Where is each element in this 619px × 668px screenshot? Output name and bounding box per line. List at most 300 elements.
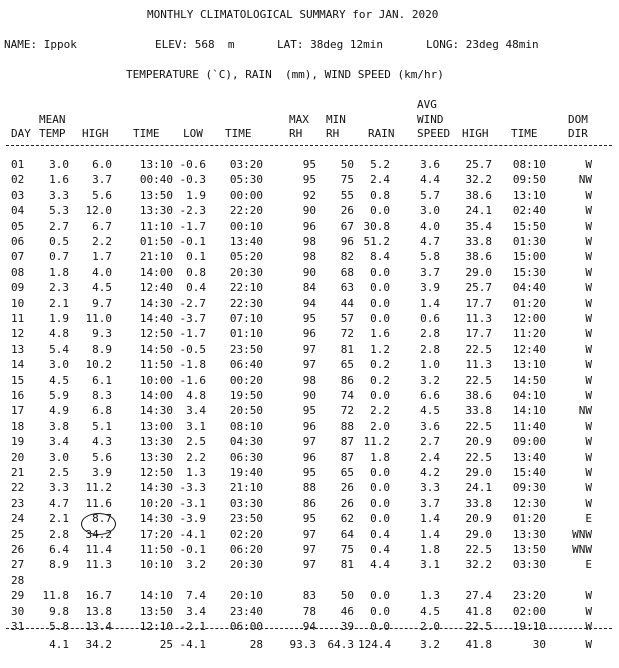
cell-high-time: 00:40 <box>139 173 173 186</box>
header-dom: DOM <box>568 113 588 126</box>
cell-low-time: 02:20 <box>229 528 263 541</box>
cell-high: 6.7 <box>92 220 112 233</box>
cell-low-time: 08:10 <box>229 420 263 433</box>
cell-dom-dir: W <box>585 420 592 433</box>
cell-wind-time: 13:50 <box>512 543 546 556</box>
cell-low-time: 20:50 <box>229 404 263 417</box>
cell-dom-dir: E <box>585 558 592 571</box>
cell-low: -1.7 <box>179 327 206 340</box>
cell-wind-high: 27.4 <box>465 589 492 602</box>
cell-max-rh: 90 <box>302 266 316 279</box>
cell-rain: 0.0 <box>370 589 390 602</box>
cell-high-time: 11:50 <box>139 543 173 556</box>
column-header-wind-time: TIME <box>511 127 538 140</box>
cell-low-time: 21:10 <box>229 481 263 494</box>
cell-min-rh: 67 <box>340 220 354 233</box>
cell-high-time: 17:20 <box>139 528 173 541</box>
cell-low-time: 05:20 <box>229 250 263 263</box>
cell-wind-time: 13:10 <box>512 189 546 202</box>
cell-day: 07 <box>11 250 25 263</box>
cell-dom-dir: W <box>585 312 592 325</box>
cell-min-rh: 65 <box>340 466 354 479</box>
cell-wind-time: 02:40 <box>512 204 546 217</box>
cell-low: 1.9 <box>186 189 206 202</box>
cell-high-time: 13:30 <box>139 451 173 464</box>
cell-day: 14 <box>11 358 25 371</box>
cell-high-time: 14:30 <box>139 512 173 525</box>
cell-low: -2.3 <box>179 204 206 217</box>
cell-dom-dir: W <box>585 389 592 402</box>
cell-avg-wind: 4.7 <box>420 235 440 248</box>
cell-max-rh: 98 <box>302 250 316 263</box>
cell-min-rh: 86 <box>340 374 354 387</box>
cell-high: 8.7 <box>92 512 112 525</box>
cell-high-time: 11:10 <box>139 220 173 233</box>
cell-avg-wind: 2.7 <box>420 435 440 448</box>
cell-day: 23 <box>11 497 25 510</box>
cell-high: 10.2 <box>85 358 112 371</box>
cell-rain: 1.6 <box>370 327 390 340</box>
cell-low: 4.8 <box>186 389 206 402</box>
cell-wind-high: 33.8 <box>465 497 492 510</box>
cell-dom-dir: NW <box>578 173 592 186</box>
cell-avg-wind: 2.8 <box>420 327 440 340</box>
cell-high: 13.8 <box>85 605 112 618</box>
cell-low: 0.8 <box>186 266 206 279</box>
cell-day: 02 <box>11 173 25 186</box>
header-min: MIN <box>326 113 346 126</box>
cell-rain: 0.4 <box>370 528 390 541</box>
cell-low: 3.4 <box>186 404 206 417</box>
cell-high-time: 12:50 <box>139 327 173 340</box>
cell-high: 1.7 <box>92 250 112 263</box>
cell-rain: 8.4 <box>370 250 390 263</box>
column-header-mean-temp: TEMP <box>39 127 66 140</box>
cell-min-rh: 44 <box>340 297 354 310</box>
cell-low: -4.1 <box>179 528 206 541</box>
cell-max-rh: 97 <box>302 358 316 371</box>
cell-min-rh: 72 <box>340 327 354 340</box>
header-mean: MEAN <box>39 113 66 126</box>
cell-rain: 0.0 <box>370 620 390 633</box>
cell-low: -1.6 <box>179 374 206 387</box>
cell-wind-high: 22.5 <box>465 451 492 464</box>
cell-high-time: 13:30 <box>139 435 173 448</box>
cell-rain: 0.0 <box>370 605 390 618</box>
cell-rain: 0.0 <box>370 281 390 294</box>
cell-wind-high: 25.7 <box>465 281 492 294</box>
cell-day: 08 <box>11 266 25 279</box>
units-line: TEMPERATURE (`C), RAIN (mm), WIND SPEED (km/hr) <box>126 68 444 81</box>
cell-wind-high: 35.4 <box>465 220 492 233</box>
cell-high: 5.1 <box>92 420 112 433</box>
cell-max-rh: 84 <box>302 281 316 294</box>
cell-mean-temp: 1.9 <box>49 312 69 325</box>
cell-mean-temp: 0.7 <box>49 250 69 263</box>
cell-max-rh: 90 <box>302 204 316 217</box>
cell-max-rh: 98 <box>302 374 316 387</box>
cell-day: 31 <box>11 620 25 633</box>
cell-low: -0.1 <box>179 543 206 556</box>
max-high-circle-annotation <box>81 513 116 535</box>
cell-day: 10 <box>11 297 25 310</box>
cell-low: 3.2 <box>186 558 206 571</box>
header-max: MAX <box>289 113 309 126</box>
cell-low-time: 00:20 <box>229 374 263 387</box>
cell-dom-dir: W <box>585 605 592 618</box>
cell-mean-temp: 5.8 <box>49 620 69 633</box>
cell-high-time: 14:30 <box>139 297 173 310</box>
cell-low-time: 19:50 <box>229 389 263 402</box>
column-header-day: DAY <box>11 127 31 140</box>
cell-avg-wind: 6.6 <box>420 389 440 402</box>
summary-dom-dir: W <box>585 638 592 651</box>
cell-low: -0.6 <box>179 158 206 171</box>
cell-rain: 0.0 <box>370 512 390 525</box>
cell-rain: 2.4 <box>370 173 390 186</box>
cell-max-rh: 96 <box>302 327 316 340</box>
cell-wind-high: 22.5 <box>465 543 492 556</box>
station-latitude: LAT: 38deg 12min <box>277 38 383 51</box>
cell-min-rh: 64 <box>340 528 354 541</box>
cell-wind-time: 09:30 <box>512 481 546 494</box>
cell-avg-wind: 1.0 <box>420 358 440 371</box>
column-header-high: HIGH <box>82 127 109 140</box>
cell-max-rh: 96 <box>302 451 316 464</box>
summary-max-rh: 93.3 <box>289 638 316 651</box>
cell-wind-time: 23:20 <box>512 589 546 602</box>
cell-wind-time: 15:30 <box>512 266 546 279</box>
cell-rain: 30.8 <box>363 220 390 233</box>
cell-max-rh: 96 <box>302 220 316 233</box>
cell-mean-temp: 5.4 <box>49 343 69 356</box>
cell-low: 2.2 <box>186 451 206 464</box>
cell-mean-temp: 4.8 <box>49 327 69 340</box>
cell-dom-dir: W <box>585 481 592 494</box>
cell-mean-temp: 8.9 <box>49 558 69 571</box>
cell-max-rh: 94 <box>302 297 316 310</box>
cell-high-time: 12:10 <box>139 620 173 633</box>
cell-low: -2.1 <box>179 620 206 633</box>
cell-high: 5.6 <box>92 451 112 464</box>
cell-wind-time: 14:10 <box>512 404 546 417</box>
cell-avg-wind: 3.7 <box>420 266 440 279</box>
cell-mean-temp: 5.3 <box>49 204 69 217</box>
summary-high: 34.2 <box>85 638 112 651</box>
summary-divider <box>6 628 612 629</box>
cell-high-time: 13:50 <box>139 189 173 202</box>
cell-low-time: 23:50 <box>229 512 263 525</box>
cell-max-rh: 97 <box>302 543 316 556</box>
cell-avg-wind: 3.6 <box>420 420 440 433</box>
cell-high-time: 13:00 <box>139 420 173 433</box>
cell-low-time: 03:20 <box>229 158 263 171</box>
cell-min-rh: 75 <box>340 543 354 556</box>
cell-wind-high: 29.0 <box>465 466 492 479</box>
cell-min-rh: 55 <box>340 189 354 202</box>
cell-rain: 0.0 <box>370 466 390 479</box>
cell-min-rh: 75 <box>340 173 354 186</box>
cell-mean-temp: 3.0 <box>49 358 69 371</box>
cell-wind-time: 14:50 <box>512 374 546 387</box>
cell-dom-dir: W <box>585 158 592 171</box>
cell-avg-wind: 1.4 <box>420 297 440 310</box>
header-wind: WIND <box>417 113 444 126</box>
cell-rain: 0.4 <box>370 543 390 556</box>
cell-low-time: 13:40 <box>229 235 263 248</box>
summary-low: -4.1 <box>179 638 206 651</box>
cell-max-rh: 95 <box>302 158 316 171</box>
cell-wind-time: 01:20 <box>512 512 546 525</box>
cell-wind-time: 08:10 <box>512 158 546 171</box>
cell-low-time: 23:50 <box>229 343 263 356</box>
cell-wind-high: 22.5 <box>465 374 492 387</box>
cell-high-time: 13:30 <box>139 204 173 217</box>
cell-low: -3.3 <box>179 481 206 494</box>
cell-low: 0.4 <box>186 281 206 294</box>
cell-dom-dir: W <box>585 189 592 202</box>
cell-max-rh: 95 <box>302 173 316 186</box>
cell-mean-temp: 9.8 <box>49 605 69 618</box>
cell-high: 4.5 <box>92 281 112 294</box>
column-header-dom-dir: DIR <box>568 127 588 140</box>
cell-wind-time: 13:40 <box>512 451 546 464</box>
cell-low: -1.7 <box>179 220 206 233</box>
summary-rain: 124.4 <box>358 638 392 651</box>
summary-min-rh: 64.3 <box>327 638 354 651</box>
cell-wind-high: 33.8 <box>465 404 492 417</box>
station-name: NAME: Ippok <box>4 38 77 51</box>
cell-low: -0.1 <box>179 235 206 248</box>
cell-dom-dir: W <box>585 466 592 479</box>
cell-wind-time: 11:20 <box>512 327 546 340</box>
station-elevation: ELEV: 568 m <box>155 38 235 51</box>
cell-avg-wind: 2.0 <box>420 620 440 633</box>
cell-avg-wind: 1.4 <box>420 528 440 541</box>
cell-max-rh: 78 <box>302 605 316 618</box>
cell-day: 26 <box>11 543 25 556</box>
cell-rain: 5.2 <box>370 158 390 171</box>
header-avg: AVG <box>417 98 437 111</box>
cell-high-time: 14:30 <box>139 481 173 494</box>
cell-high: 6.8 <box>92 404 112 417</box>
cell-min-rh: 82 <box>340 250 354 263</box>
cell-low-time: 22:20 <box>229 204 263 217</box>
cell-dom-dir: W <box>585 266 592 279</box>
cell-rain: 1.8 <box>370 451 390 464</box>
cell-high: 8.3 <box>92 389 112 402</box>
cell-min-rh: 81 <box>340 343 354 356</box>
cell-min-rh: 46 <box>340 605 354 618</box>
cell-dom-dir: W <box>585 497 592 510</box>
cell-dom-dir: E <box>585 512 592 525</box>
cell-mean-temp: 6.4 <box>49 543 69 556</box>
cell-dom-dir: W <box>585 435 592 448</box>
cell-max-rh: 96 <box>302 420 316 433</box>
cell-wind-high: 24.1 <box>465 481 492 494</box>
cell-dom-dir: NW <box>578 404 592 417</box>
cell-mean-temp: 4.5 <box>49 374 69 387</box>
cell-high: 34.2 <box>85 528 112 541</box>
cell-max-rh: 86 <box>302 497 316 510</box>
cell-rain: 0.0 <box>370 497 390 510</box>
station-longitude: LONG: 23deg 48min <box>426 38 539 51</box>
cell-avg-wind: 4.5 <box>420 605 440 618</box>
cell-mean-temp: 4.7 <box>49 497 69 510</box>
cell-min-rh: 63 <box>340 281 354 294</box>
summary-mean-temp: 4.1 <box>49 638 69 651</box>
cell-day: 06 <box>11 235 25 248</box>
cell-high: 2.2 <box>92 235 112 248</box>
cell-wind-high: 20.9 <box>465 512 492 525</box>
cell-low: 3.1 <box>186 420 206 433</box>
cell-mean-temp: 11.8 <box>42 589 69 602</box>
cell-rain: 0.0 <box>370 312 390 325</box>
cell-low-time: 05:30 <box>229 173 263 186</box>
cell-day: 25 <box>11 528 25 541</box>
cell-high-time: 10:00 <box>139 374 173 387</box>
cell-rain: 0.0 <box>370 389 390 402</box>
cell-low-time: 06:40 <box>229 358 263 371</box>
cell-mean-temp: 1.8 <box>49 266 69 279</box>
cell-mean-temp: 5.9 <box>49 389 69 402</box>
cell-mean-temp: 3.4 <box>49 435 69 448</box>
cell-mean-temp: 2.1 <box>49 297 69 310</box>
cell-low-time: 06:00 <box>229 620 263 633</box>
cell-dom-dir: W <box>585 343 592 356</box>
cell-high: 4.3 <box>92 435 112 448</box>
cell-wind-time: 12:00 <box>512 312 546 325</box>
cell-day: 28 <box>11 574 25 587</box>
column-header-high-time: TIME <box>133 127 160 140</box>
cell-high: 9.3 <box>92 327 112 340</box>
cell-day: 16 <box>11 389 25 402</box>
cell-high-time: 11:50 <box>139 358 173 371</box>
cell-max-rh: 97 <box>302 528 316 541</box>
cell-day: 09 <box>11 281 25 294</box>
cell-dom-dir: WNW <box>572 543 592 556</box>
cell-wind-time: 11:40 <box>512 420 546 433</box>
cell-min-rh: 74 <box>340 389 354 402</box>
cell-wind-high: 22.5 <box>465 343 492 356</box>
cell-mean-temp: 2.5 <box>49 466 69 479</box>
cell-low-time: 20:10 <box>229 589 263 602</box>
cell-avg-wind: 3.1 <box>420 558 440 571</box>
cell-high: 4.0 <box>92 266 112 279</box>
cell-rain: 11.2 <box>363 435 390 448</box>
cell-wind-high: 17.7 <box>465 297 492 310</box>
cell-min-rh: 26 <box>340 481 354 494</box>
cell-min-rh: 50 <box>340 589 354 602</box>
cell-day: 20 <box>11 451 25 464</box>
cell-low-time: 23:40 <box>229 605 263 618</box>
cell-avg-wind: 1.4 <box>420 512 440 525</box>
cell-high-time: 12:40 <box>139 281 173 294</box>
cell-wind-high: 17.7 <box>465 327 492 340</box>
cell-low: -1.8 <box>179 358 206 371</box>
cell-high-time: 14:50 <box>139 343 173 356</box>
cell-high: 5.6 <box>92 189 112 202</box>
cell-low: -3.1 <box>179 497 206 510</box>
cell-wind-time: 15:50 <box>512 220 546 233</box>
cell-rain: 0.0 <box>370 204 390 217</box>
cell-high: 13.4 <box>85 620 112 633</box>
cell-day: 18 <box>11 420 25 433</box>
cell-high-time: 21:10 <box>139 250 173 263</box>
column-header-rain: RAIN <box>368 127 395 140</box>
cell-high-time: 14:10 <box>139 589 173 602</box>
cell-wind-time: 04:10 <box>512 389 546 402</box>
cell-avg-wind: 5.8 <box>420 250 440 263</box>
summary-high-time: 25 <box>159 638 173 651</box>
cell-wind-high: 25.7 <box>465 158 492 171</box>
cell-wind-high: 41.8 <box>465 605 492 618</box>
cell-avg-wind: 3.6 <box>420 158 440 171</box>
cell-high: 11.6 <box>85 497 112 510</box>
cell-high-time: 10:20 <box>139 497 173 510</box>
cell-high: 16.7 <box>85 589 112 602</box>
cell-wind-time: 15:40 <box>512 466 546 479</box>
cell-max-rh: 97 <box>302 558 316 571</box>
cell-avg-wind: 2.4 <box>420 451 440 464</box>
cell-low: -0.3 <box>179 173 206 186</box>
cell-dom-dir: W <box>585 327 592 340</box>
cell-high: 3.9 <box>92 466 112 479</box>
report-title: MONTHLY CLIMATOLOGICAL SUMMARY for JAN. 2020 <box>147 8 439 21</box>
cell-mean-temp: 2.3 <box>49 281 69 294</box>
cell-high-time: 10:10 <box>139 558 173 571</box>
cell-avg-wind: 4.5 <box>420 404 440 417</box>
cell-high: 11.4 <box>85 543 112 556</box>
cell-rain: 4.4 <box>370 558 390 571</box>
summary-avg-wind: 3.2 <box>420 638 440 651</box>
cell-wind-high: 32.2 <box>465 173 492 186</box>
cell-high: 11.3 <box>85 558 112 571</box>
cell-wind-high: 32.2 <box>465 558 492 571</box>
cell-high-time: 13:10 <box>139 158 173 171</box>
cell-dom-dir: W <box>585 589 592 602</box>
cell-dom-dir: W <box>585 451 592 464</box>
column-header-min-rh: RH <box>326 127 340 140</box>
cell-high-time: 12:50 <box>139 466 173 479</box>
cell-min-rh: 72 <box>340 404 354 417</box>
summary-wind-high: 41.8 <box>465 638 492 651</box>
cell-min-rh: 50 <box>340 158 354 171</box>
cell-high: 3.7 <box>92 173 112 186</box>
cell-wind-high: 22.5 <box>465 420 492 433</box>
cell-wind-high: 29.0 <box>465 528 492 541</box>
cell-rain: 0.2 <box>370 358 390 371</box>
column-header-low: LOW <box>183 127 203 140</box>
cell-rain: 2.0 <box>370 420 390 433</box>
cell-low-time: 01:10 <box>229 327 263 340</box>
cell-avg-wind: 4.2 <box>420 466 440 479</box>
cell-high: 6.1 <box>92 374 112 387</box>
cell-low-time: 22:30 <box>229 297 263 310</box>
cell-mean-temp: 2.8 <box>49 528 69 541</box>
cell-low-time: 06:20 <box>229 543 263 556</box>
cell-avg-wind: 0.6 <box>420 312 440 325</box>
cell-day: 15 <box>11 374 25 387</box>
cell-wind-high: 24.1 <box>465 204 492 217</box>
cell-day: 11 <box>11 312 25 325</box>
cell-low-time: 00:00 <box>229 189 263 202</box>
cell-high-time: 14:00 <box>139 389 173 402</box>
cell-wind-high: 20.9 <box>465 435 492 448</box>
cell-wind-time: 09:00 <box>512 435 546 448</box>
cell-day: 30 <box>11 605 25 618</box>
cell-low: 3.4 <box>186 605 206 618</box>
